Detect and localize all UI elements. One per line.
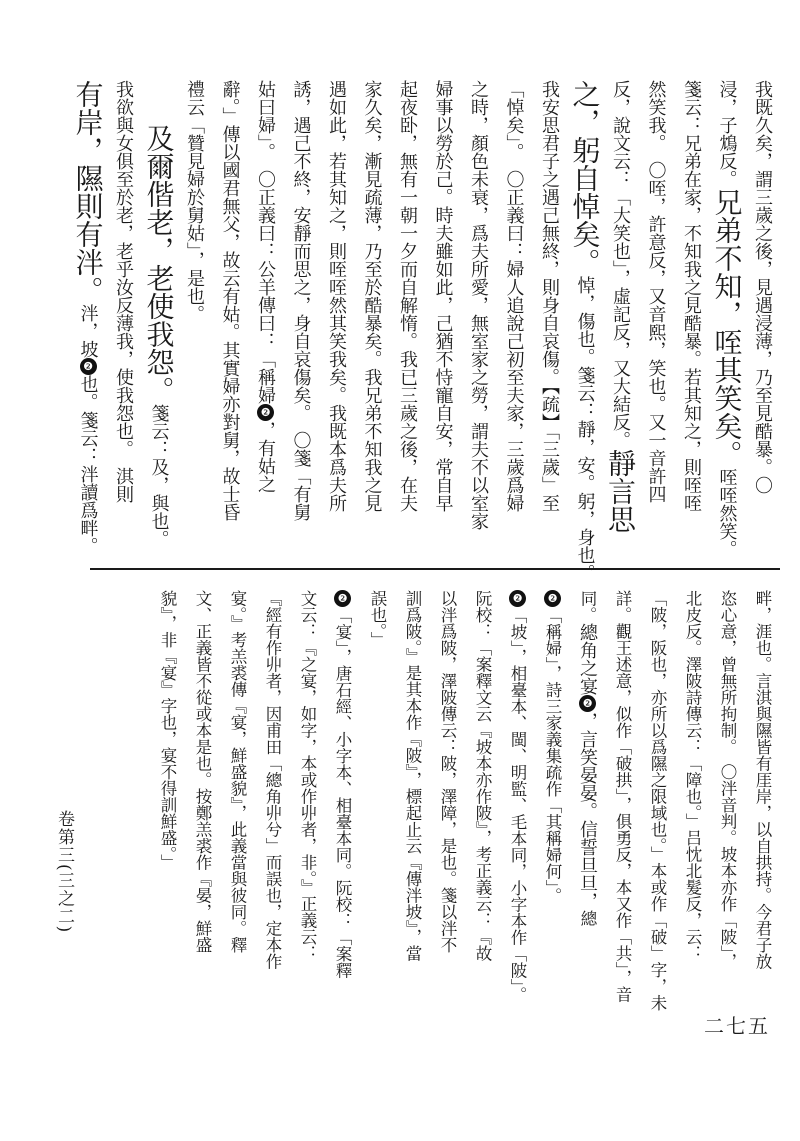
text-column bbox=[106, 80, 142, 558]
commentary-text: 以泮爲陂，澤陂傳云：陂，澤障，是也。箋以泮不 bbox=[438, 590, 457, 953]
note-column bbox=[640, 590, 675, 1020]
commentary-text: 咥咥然笑。 bbox=[716, 468, 738, 558]
text-column bbox=[674, 80, 710, 558]
commentary-text: 姑曰婦」。 〇正義曰：公羊傳曰：「稱婦 bbox=[255, 80, 276, 404]
note-column bbox=[710, 590, 745, 1020]
commentary-text: 北皮反。澤陂詩傳云：「障也。」吕忱北髮反，云： bbox=[683, 590, 702, 962]
commentary-text: 反，說文云：「大笑也」，虛記反，又大結反。 bbox=[610, 80, 631, 449]
commentary-text: 貌』，非『宴』字也，宴不得訓鮮盛。」 bbox=[158, 590, 177, 871]
commentary-text: 我安思君子之遇己無終，則身自哀傷。【疏】「三歲」至 bbox=[539, 80, 560, 512]
classic-text: 有岸，隰則有泮。 bbox=[71, 80, 105, 304]
note-column bbox=[255, 590, 290, 1020]
commentary-text: 『經有作丱者，因甫田「總角丱兮」而誤也，定本作 bbox=[263, 590, 282, 970]
note-column bbox=[675, 590, 710, 1020]
continuation-and-notes-block bbox=[90, 590, 780, 1020]
commentary-text: 文、正義皆不從或本是也。按鄭羔裘作『晏，鮮盛 bbox=[193, 590, 212, 953]
commentary-text: 箋云：及，與也。 bbox=[148, 404, 170, 548]
text-column bbox=[461, 80, 497, 558]
text-column bbox=[283, 80, 319, 558]
text-column bbox=[390, 80, 426, 558]
text-column bbox=[319, 80, 355, 558]
text-column bbox=[177, 80, 213, 558]
commentary-text: 畔，涯也。言淇與隰皆有厓岸，以自拱持。今君子放 bbox=[753, 590, 772, 970]
text-body bbox=[71, 80, 780, 1080]
commentary-text: 阮校：「案釋文云『坡本亦作陂』，考正義云：『故 bbox=[473, 590, 492, 962]
note-marker-icon: ❷ bbox=[581, 697, 594, 710]
note-column bbox=[605, 590, 640, 1020]
text-column bbox=[709, 80, 745, 558]
commentary-text: ，言笑晏晏。信誓旦旦， bbox=[577, 712, 598, 910]
note-column bbox=[150, 590, 185, 1020]
note-column bbox=[395, 590, 430, 1020]
commentary-text: 悼，傷也。箋云：靜，安。躬，身也。 bbox=[574, 276, 596, 582]
commentary-text: 之時，顏色未衰，爲夫所愛，無室家之勞，謂夫不以室家 bbox=[468, 80, 489, 530]
note-marker-icon: ❷ bbox=[81, 360, 95, 373]
note-column bbox=[430, 590, 465, 1020]
commentary-text: 恣心意，曾無所拘制。 〇泮音判。坡本亦作「陂」， bbox=[718, 590, 737, 970]
commentary-text: 也。箋云：泮讀爲畔。 bbox=[77, 375, 99, 555]
commentary-text: 箋云：兄弟在家，不知我之見酷暴。若其知之，則咥咥 bbox=[681, 80, 702, 512]
commentary-text: 詳。觀王述意，似作「破拱」，俱勇反，本又作「共」，音 bbox=[613, 590, 632, 1003]
commentary-text: 「陂，阪也，亦所以爲隰之限域也。」本或作「破」字，未 bbox=[648, 590, 667, 1011]
note-column bbox=[465, 590, 500, 1020]
classic-text: 之，躬自悼矣。 bbox=[568, 80, 602, 276]
commentary-text: ，有姑之 bbox=[255, 421, 276, 493]
commentary-text: 我欲與女俱至於老，老乎汝反薄我，使我怨也。 淇則 bbox=[113, 80, 134, 503]
text-column bbox=[532, 80, 568, 558]
note-marker-icon: ❷ bbox=[336, 592, 349, 605]
note-column bbox=[745, 590, 780, 1020]
note-column bbox=[535, 590, 570, 1020]
text-column bbox=[638, 80, 674, 558]
classic-text: 兄弟不知，咥其笑矣。 bbox=[710, 188, 744, 468]
main-text-block bbox=[71, 80, 780, 582]
text-column bbox=[745, 80, 781, 558]
commentary-text: 誤也。」 bbox=[368, 590, 387, 648]
commentary-text: 辭。」傳以國君無父，故云有姑。其實婦亦對舅，故士昏 bbox=[219, 80, 241, 521]
commentary-text: 然笑我。 〇咥，許意反，又音熙，笑也。又一音許四 bbox=[645, 80, 667, 503]
commentary-text: 婦事以勞於己。時夫雖如此，己猶不恃寵自安，常自早 bbox=[432, 80, 454, 512]
commentary-text: 起夜卧，無有一朝一夕而自解惰。我已三歲之後，在夫 bbox=[397, 80, 418, 512]
divider-rule bbox=[90, 568, 780, 570]
text-column bbox=[70, 80, 106, 558]
commentary-text: 浸，子鴆反。 bbox=[716, 80, 738, 188]
commentary-text: 總角之宴 bbox=[577, 623, 598, 695]
classic-text: 靜言思 bbox=[604, 449, 637, 533]
commentary-text: 訓爲陂。』是其本作『陂』，標起止云『傳泮坡』，當 bbox=[403, 590, 422, 962]
text-column bbox=[141, 80, 177, 558]
text-column bbox=[425, 80, 461, 558]
text-column bbox=[354, 80, 390, 558]
note-marker-icon: ❷ bbox=[511, 592, 524, 605]
running-head: 卷第三(三之二) bbox=[54, 810, 74, 934]
note-column bbox=[220, 590, 255, 1020]
note-column bbox=[290, 590, 325, 1020]
commentary-text: 「悼矣」。 〇正義曰：婦人追說己初至夫家，三歲爲婦 bbox=[503, 80, 525, 512]
note-marker-icon: ❷ bbox=[546, 592, 559, 605]
commentary-text: 「宴」，唐石經、小字本、相臺本同。阮校：「案釋 bbox=[333, 607, 352, 979]
commentary-text: 總 bbox=[578, 910, 597, 927]
commentary-text: 同。 bbox=[578, 590, 597, 623]
note-marker-icon: ❷ bbox=[259, 406, 272, 419]
text-column bbox=[212, 80, 248, 558]
note-column bbox=[360, 590, 395, 1020]
commentary-text: 遇如此，若其知之，則咥咥然其笑我矣。我既本爲夫所 bbox=[326, 80, 347, 512]
commentary-text: 家久矣，漸見疏薄，乃至於酷暴矣。我兄弟不知我之見 bbox=[361, 80, 383, 512]
text-column bbox=[567, 80, 603, 582]
commentary-text: 禮云「贊見婦於舅姑」，是也。 bbox=[184, 80, 205, 323]
commentary-text: 文云：『之宴，如字，本或作丱者，非。』正義云： bbox=[298, 590, 317, 962]
note-column bbox=[570, 590, 605, 1020]
page-number: 二七五 bbox=[704, 1014, 770, 1038]
text-column bbox=[248, 80, 284, 558]
commentary-text: 宴。』考羔裘傳『宴，鮮盛貌』，此義當與彼同。釋 bbox=[228, 590, 247, 953]
note-column bbox=[500, 590, 535, 1020]
commentary-text: 泮，坡 bbox=[77, 304, 99, 358]
text-column bbox=[603, 80, 639, 558]
classic-text: 及爾偕老，老使我怨。 bbox=[142, 124, 176, 404]
commentary-text: 我既久矣，謂三歲之後，見遇浸薄，乃至見酷暴。〇 bbox=[752, 80, 773, 494]
commentary-text: 「坡」，相臺本、閩、明監、毛本同，小字本作「陂」。 bbox=[508, 607, 527, 1003]
commentary-text: 「稱婦」，詩三家義集疏作「其稱婦何」。 bbox=[543, 607, 562, 904]
text-column bbox=[496, 80, 532, 558]
note-column bbox=[325, 590, 360, 1020]
note-column bbox=[185, 590, 220, 1020]
commentary-text: 誘，遇己不終，安靜而思之，身自哀傷矣。 〇箋「有舅 bbox=[290, 80, 312, 521]
